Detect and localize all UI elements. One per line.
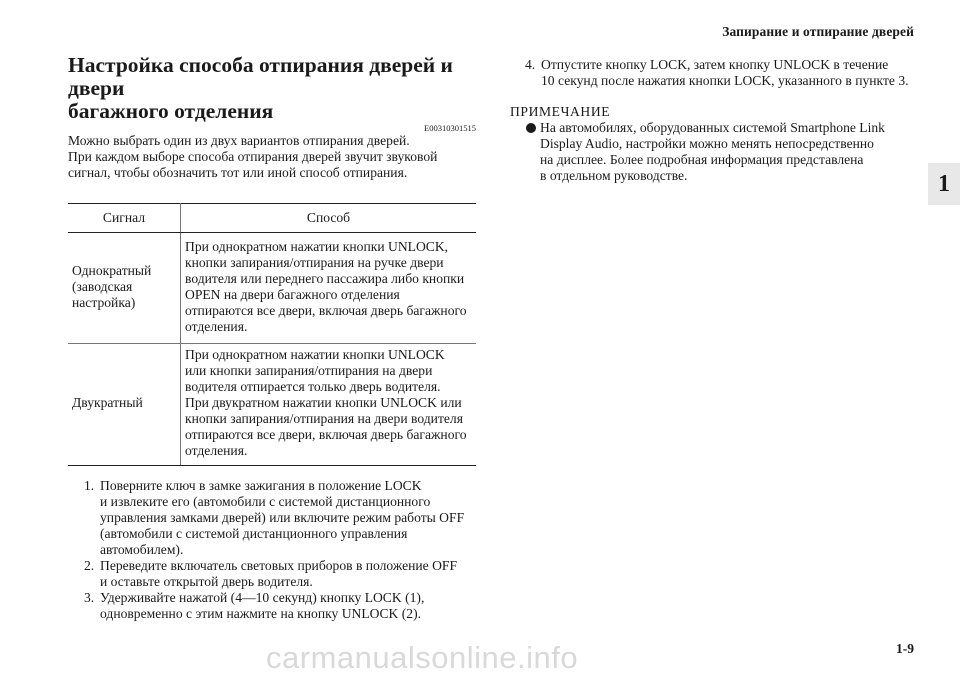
signal-cell xyxy=(68,344,181,466)
column-header-signal: Сигнал xyxy=(68,204,181,233)
step-line: Удерживайте нажатой (4—10 секунд) кнопку LOCK (1), xyxy=(100,590,425,605)
signal-line: Двукратный xyxy=(72,395,143,410)
procedure-steps-continued xyxy=(510,57,910,89)
chapter-tab: 1 xyxy=(928,163,960,205)
step-line: 10 секунд после нажатия кнопки LOCK, указанного в пункте 3. xyxy=(541,73,909,88)
note-item xyxy=(510,120,910,184)
step-line: одновременно с этим нажмите на кнопку UNLOCK (2). xyxy=(100,606,422,621)
left-column xyxy=(68,54,476,622)
signal-line: Однократный xyxy=(72,262,152,278)
step-item xyxy=(84,478,476,558)
method-line: При двукратном нажатии кнопки UNLOCK или xyxy=(185,395,462,410)
step-item xyxy=(84,590,476,622)
intro-line: сигнал, чтобы обозначить тот или иной способ отпирания. xyxy=(68,165,408,180)
method-line: отделения. xyxy=(185,318,248,334)
column-header-method: Способ xyxy=(181,204,477,233)
note-line: На автомобилях, оборудованных системой Smartphone Link xyxy=(540,120,885,135)
method-line: отпираются все двери, включая дверь багажного xyxy=(185,427,467,442)
step-line: автомобилем). xyxy=(100,542,184,557)
note-line: на дисплее. Более подробная информация представлена xyxy=(540,152,864,167)
intro-line: Можно выбрать один из двух вариантов отпирания дверей. xyxy=(68,133,410,148)
step-number: 4. xyxy=(525,57,536,72)
method-line: водителя отпирается только дверь водителя. xyxy=(185,379,441,394)
step-number: 1. xyxy=(84,478,95,493)
method-line: кнопки запирания/отпирания на двери водителя xyxy=(185,411,463,426)
step-line: Поверните ключ в замке зажигания в положение LOCK xyxy=(100,478,422,493)
method-line: или кнопки запирания/отпирания на двери xyxy=(185,363,433,378)
section-title-line: багажного отделения xyxy=(68,99,274,123)
watermark: carmanualsonline.info xyxy=(266,640,579,675)
step-item xyxy=(525,57,910,89)
method-line: кнопки запирания/отпирания на ручке двери xyxy=(185,254,444,270)
unlock-methods-table xyxy=(68,203,476,466)
method-cell xyxy=(181,344,477,466)
note-title: ПРИМЕЧАНИЕ xyxy=(510,104,611,119)
step-line: и извлеките его (автомобили с системой дистанционного xyxy=(100,494,431,509)
page-number: 1-9 xyxy=(896,641,914,656)
step-number: 3. xyxy=(84,590,95,605)
step-number: 2. xyxy=(84,558,95,573)
section-title-line: Настройка способа отпирания дверей и двери xyxy=(68,53,453,100)
table-header-row xyxy=(68,204,476,233)
method-line: При однократном нажатии кнопки UNLOCK xyxy=(185,347,445,362)
step-item xyxy=(84,558,476,590)
signal-line: (заводская xyxy=(72,278,133,294)
step-line: и оставьте открытой дверь водителя. xyxy=(100,574,313,589)
method-line: OPEN на двери багажного отделения xyxy=(185,286,400,302)
method-line: отделения. xyxy=(185,443,248,458)
step-line: управления замками дверей) или включите режим работы OFF xyxy=(100,510,465,525)
note-line: в отдельном руководстве. xyxy=(540,168,688,183)
method-line: водителя или переднего пассажира либо кнопки xyxy=(185,270,465,286)
note-line: Display Audio, настройки можно менять непосредственно xyxy=(540,136,874,151)
document-code: E00310301515 xyxy=(424,123,476,133)
step-line: Отпустите кнопку LOCK, затем кнопку UNLOCK в течение xyxy=(541,57,889,72)
signal-line: настройка) xyxy=(72,294,136,310)
procedure-steps xyxy=(68,478,476,622)
intro-text xyxy=(68,133,476,181)
right-column xyxy=(510,57,910,184)
method-line: отпираются все двери, включая дверь багажного xyxy=(185,302,467,318)
method-line: При однократном нажатии кнопки UNLOCK, xyxy=(185,238,449,254)
table-row xyxy=(68,233,476,344)
table-row xyxy=(68,344,476,466)
section-title xyxy=(68,54,476,123)
step-line: Переведите включатель световых приборов в положение OFF xyxy=(100,558,458,573)
bullet-icon xyxy=(526,123,536,133)
intro-line: При каждом выборе способа отпирания дверей звучит звуковой xyxy=(68,149,438,164)
method-cell xyxy=(181,233,477,344)
step-line: (автомобили с системой дистанционного управления xyxy=(100,526,408,541)
running-header: Запирание и отпирание дверей xyxy=(722,24,914,39)
signal-cell xyxy=(68,233,181,344)
